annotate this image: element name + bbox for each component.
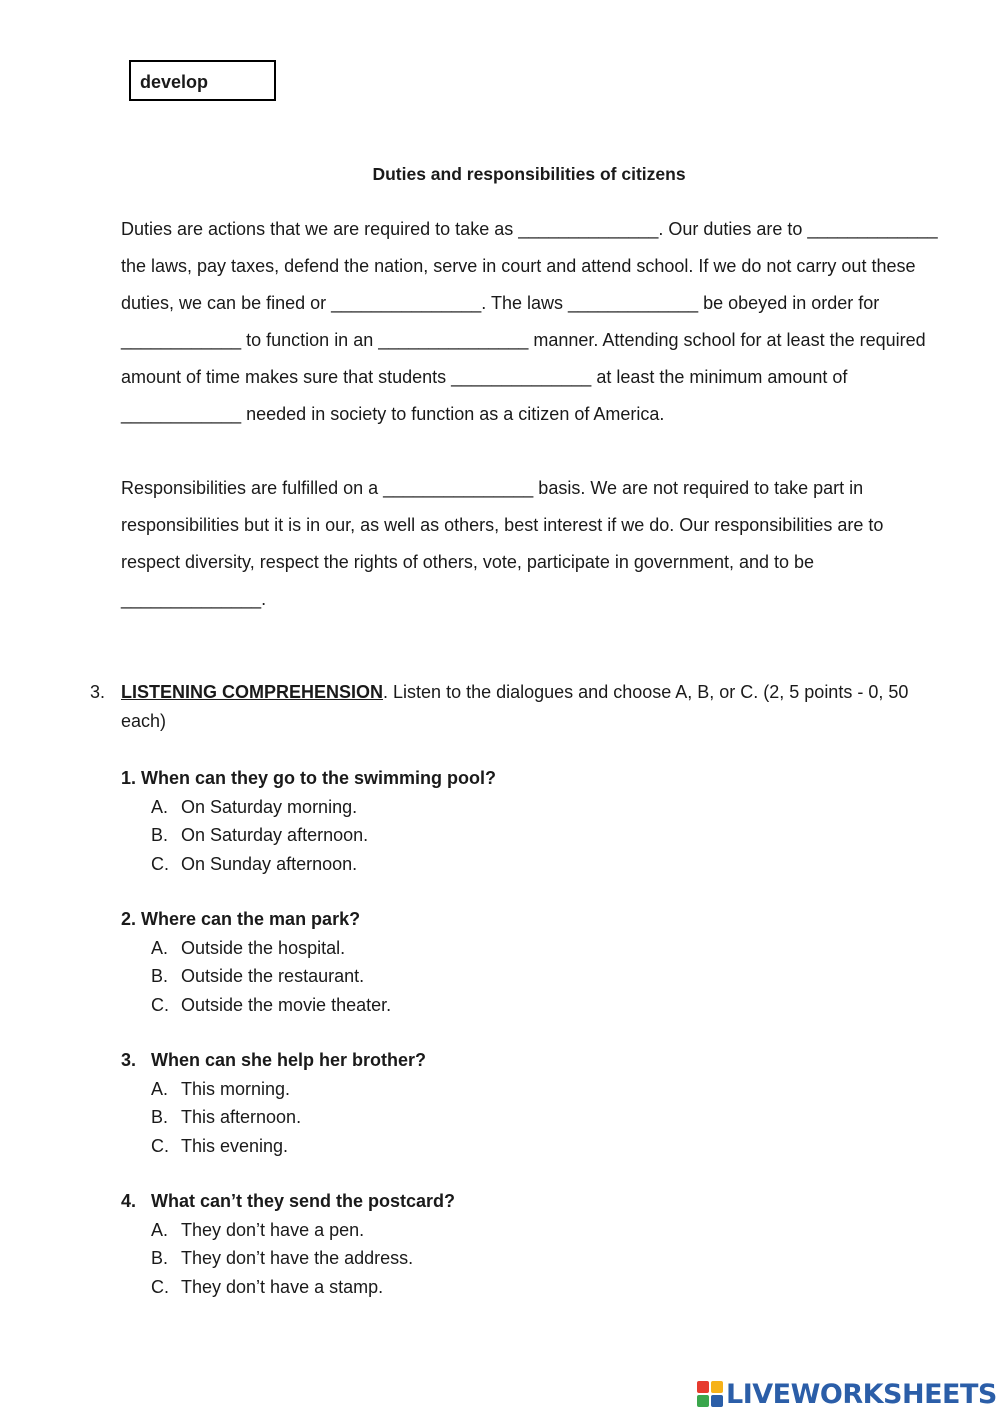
option-letter: C.: [151, 1276, 169, 1297]
section-number: 3.: [90, 682, 106, 702]
option-text: On Saturday afternoon.: [181, 825, 369, 845]
option-text: Outside the restaurant.: [181, 966, 365, 986]
answer-option[interactable]: [121, 1103, 821, 1132]
answer-option[interactable]: [121, 793, 821, 822]
option-letter: B.: [151, 1248, 169, 1268]
answer-option[interactable]: [121, 962, 821, 991]
paragraph-line: ____________ to function in an _______________ manner. Attending school for at least the required: [121, 330, 926, 350]
paragraph-responsibilities: [121, 470, 938, 618]
answer-option[interactable]: [121, 934, 821, 963]
logo-text: LIVEWORKSHEETS: [726, 1378, 997, 1410]
answer-option[interactable]: [121, 1132, 821, 1161]
question-label: What can’t they send the postcard?: [151, 1191, 456, 1211]
question-text: [121, 764, 821, 793]
paragraph-line: duties, we can be fined or _______________. The laws _____________ be obeyed in order for: [121, 293, 880, 313]
option-text: On Sunday afternoon.: [181, 853, 358, 874]
question-4: [121, 1187, 821, 1301]
paragraph-line: Responsibilities are fulfilled on a _______________ basis. We are not required to take part in: [121, 478, 864, 498]
answer-option[interactable]: [121, 850, 821, 879]
page-title: Duties and responsibilities of citizens: [372, 164, 686, 184]
option-text: They don’t have a pen.: [181, 1219, 365, 1240]
option-letter: C.: [151, 853, 169, 874]
paragraph-line: amount of time makes sure that students ______________ at least the minimum amount of: [121, 367, 848, 387]
question-label: When can they go to the swimming pool?: [136, 768, 497, 788]
liveworksheets-logo[interactable]: [697, 1376, 997, 1412]
option-text: They don’t have the address.: [181, 1248, 414, 1268]
answer-option[interactable]: [121, 991, 821, 1020]
section-instruction: . Listen to the dialogues and choose A, B, or C. (2, 5 points - 0, 50 each): [121, 682, 909, 731]
option-text: This afternoon.: [181, 1107, 302, 1127]
paragraph-line: respect diversity, respect the rights of others, vote, participate in government, and to be: [121, 552, 815, 572]
question-number: 3.: [121, 1050, 137, 1070]
question-label: Where can the man park?: [136, 909, 361, 929]
answer-option[interactable]: [121, 821, 821, 850]
option-letter: C.: [151, 994, 169, 1015]
paragraph-line: Duties are actions that we are required to take as ______________. Our duties are to _____________: [121, 219, 938, 239]
answer-option[interactable]: [121, 1273, 821, 1302]
question-number: 2.: [121, 909, 137, 929]
logo-square-green: [697, 1395, 709, 1407]
option-letter: A.: [151, 937, 169, 958]
answer-option[interactable]: [121, 1244, 821, 1273]
option-text: This evening.: [181, 1135, 289, 1156]
option-letter: A.: [151, 1219, 169, 1240]
option-text: Outside the movie theater.: [181, 994, 392, 1015]
section-heading: LISTENING COMPREHENSION: [121, 682, 384, 702]
option-letter: C.: [151, 1135, 169, 1156]
question-3: [121, 1046, 821, 1160]
paragraph-line: ____________ needed in society to function as a citizen of America.: [121, 404, 665, 424]
option-text: This morning.: [181, 1078, 291, 1099]
word-box: develop: [129, 60, 276, 101]
option-letter: B.: [151, 966, 169, 986]
answer-option[interactable]: [121, 1075, 821, 1104]
option-text: On Saturday morning.: [181, 796, 358, 817]
option-text: They don’t have a stamp.: [181, 1276, 384, 1297]
option-letter: B.: [151, 825, 169, 845]
question-text: [121, 905, 821, 934]
question-label: When can she help her brother?: [151, 1050, 427, 1070]
question-text: [121, 1187, 821, 1216]
liveworksheets-logo-icon: [697, 1381, 723, 1407]
logo-square-red: [697, 1381, 709, 1393]
logo-square-blue: [711, 1395, 723, 1407]
option-text: Outside the hospital.: [181, 937, 346, 958]
question-1: [121, 764, 821, 878]
question-number: 4.: [121, 1191, 137, 1211]
paragraph-line: the laws, pay taxes, defend the nation, serve in court and attend school. If we do not carry out these: [121, 256, 916, 276]
option-letter: A.: [151, 796, 169, 817]
paragraph-line: responsibilities but it is in our, as well as others, best interest if we do. Our responsibilities are to: [121, 515, 884, 535]
option-letter: A.: [151, 1078, 169, 1099]
listening-section: [90, 678, 910, 736]
question-text: [121, 1046, 821, 1075]
paragraph-line: ______________.: [121, 589, 267, 609]
logo-square-yellow: [711, 1381, 723, 1393]
paragraph-duties: [121, 211, 938, 433]
question-2: [121, 905, 821, 1019]
option-letter: B.: [151, 1107, 169, 1127]
answer-option[interactable]: [121, 1216, 821, 1245]
question-number: 1.: [121, 768, 137, 788]
